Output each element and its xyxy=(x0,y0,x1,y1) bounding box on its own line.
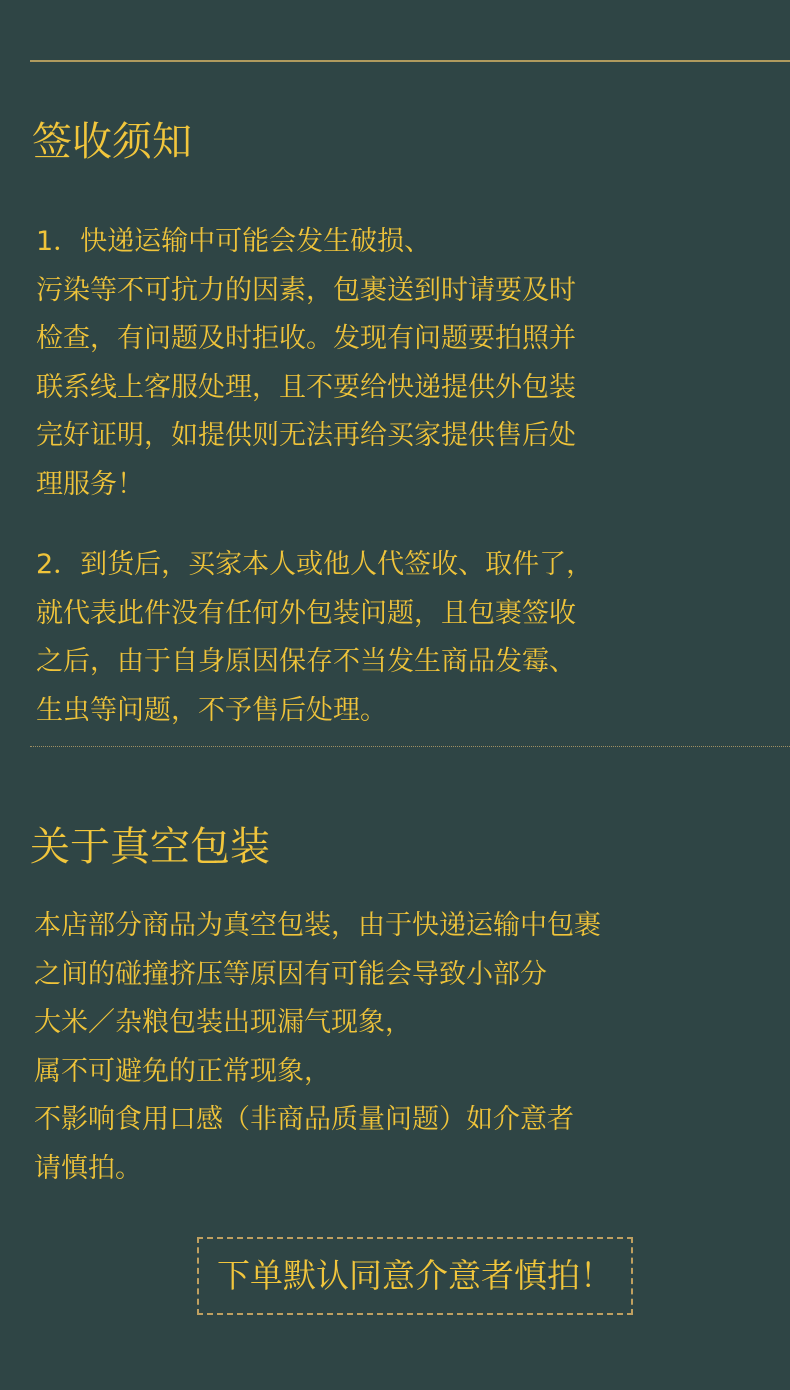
receipt-notice-paragraph-1 xyxy=(36,218,576,509)
text-line: 属不可避免的正常现象， xyxy=(34,1055,331,1087)
text-line: 请慎拍。 xyxy=(34,1152,142,1184)
text-line: 理服务！ xyxy=(36,468,144,500)
vacuum-packaging-paragraph xyxy=(34,902,601,1193)
section-title-vacuum-packaging: 关于真空包装 xyxy=(30,824,270,870)
text-line: 1．快递运输中可能会发生破损、 xyxy=(36,226,432,257)
text-line: 2．到货后，买家本人或他人代签收、取件了， xyxy=(36,549,594,580)
text-line: 就代表此件没有任何外包装问题，且包裹签收 xyxy=(36,597,576,629)
text-line: 联系线上客服处理，且不要给快递提供外包装 xyxy=(36,371,576,403)
text-line: 大米／杂粮包装出现漏气现象， xyxy=(34,1007,412,1038)
text-line: 污染等不可抗力的因素，包裹送到时请要及时 xyxy=(36,274,576,306)
text-line: 检查，有问题及时拒收。发现有问题要拍照并 xyxy=(36,323,576,354)
order-consent-notice-box xyxy=(197,1237,633,1315)
text-line: 本店部分商品为真空包装，由于快递运输中包裹 xyxy=(34,910,601,941)
text-line: 生虫等问题，不予售后处理。 xyxy=(36,694,387,726)
text-line: 不影响食用口感（非商品质量问题）如介意者 xyxy=(34,1104,574,1135)
top-divider xyxy=(30,60,790,62)
text-line: 之间的碰撞挤压等原因有可能会导致小部分 xyxy=(34,958,547,990)
order-consent-notice-text: 下单默认同意介意者慎拍！ xyxy=(217,1256,613,1295)
section-title-receipt-notice: 签收须知 xyxy=(32,119,192,165)
receipt-notice-paragraph-2 xyxy=(36,541,593,735)
text-line: 完好证明，如提供则无法再给买家提供售后处 xyxy=(36,420,576,451)
text-line: 之后，由于自身原因保存不当发生商品发霉、 xyxy=(36,646,576,677)
section-divider xyxy=(30,746,790,747)
